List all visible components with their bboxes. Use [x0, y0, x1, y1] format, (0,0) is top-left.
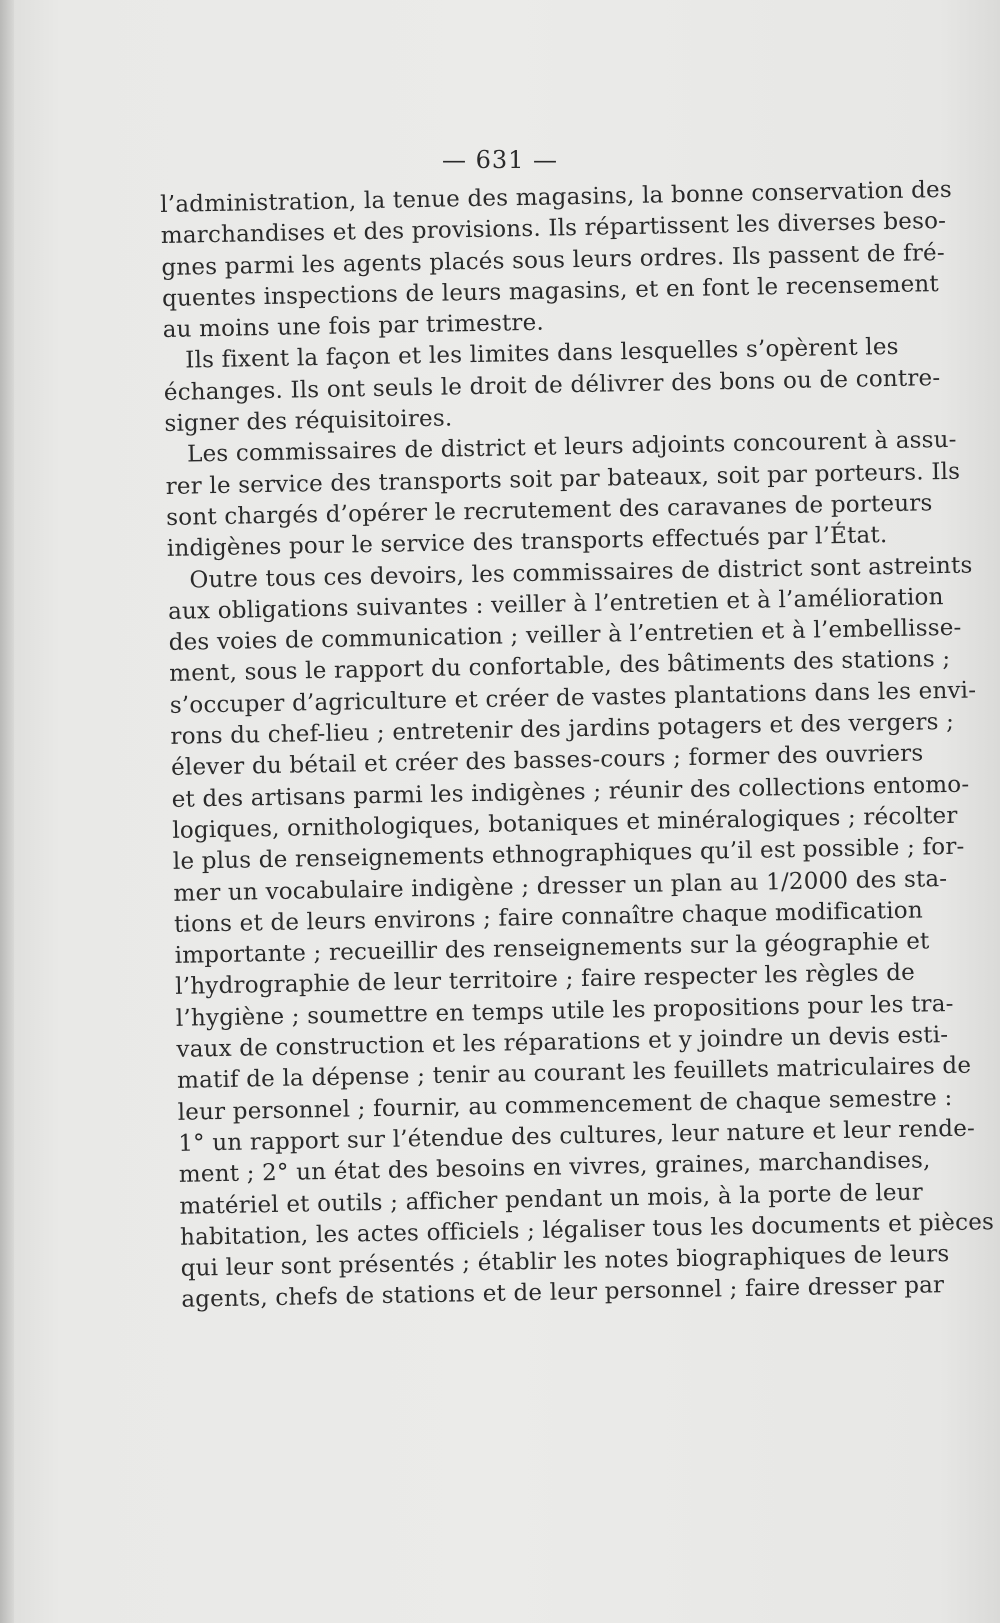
text-line: élever du bétail et créer des basses-cours ; former des ouvriers: [170, 740, 924, 782]
text-line: s’occuper d’agriculture et créer de vastes plantations dans les envi-: [169, 677, 977, 719]
page-gutter-shadow: [0, 0, 14, 1623]
text-line: gnes parmi les agents placés sous leurs ordres. Ils passent de fré-: [161, 239, 946, 281]
body-text: [160, 176, 995, 1316]
text-line: Les commissaires de district et leurs adjoints concourent à assu-: [186, 427, 957, 468]
text-line: matériel et outils ; afficher pendant un mois, à la porte de leur: [179, 1179, 924, 1220]
text-line: matif de la dépense ; tenir au courant les feuillets matriculaires de: [176, 1052, 972, 1095]
text-line: agents, chefs de stations et de leur personnel ; faire dresser par: [181, 1272, 945, 1314]
text-line: quentes inspections de leurs magasins, et en font le recensement: [161, 270, 940, 312]
text-line: aux obligations suivantes : veiller à l’entretien et à l’amélioration: [167, 583, 944, 625]
text-line: le plus de renseignements ethnographiques qu’il est possible ; for-: [172, 833, 965, 876]
text-line: et des artisans parmi les indigènes ; réunir des collections entomo-: [171, 771, 970, 813]
text-line: l’hygiène ; soumettre en temps utile les propositions pour les tra-: [175, 990, 954, 1032]
text-line: Ils fixent la façon et les limites dans lesquelles s’opèrent les: [185, 334, 899, 375]
text-line: habitation, les actes officiels ; légaliser tous les documents et pièces: [179, 1208, 995, 1251]
text-line: vaux de construction et les réparations et y joindre un devis esti-: [176, 1022, 949, 1063]
text-line: leur personnel ; fournir, au commencement de chaque semestre :: [177, 1084, 953, 1126]
text-line: qui leur sont présentés ; établir les notes biographiques de leurs: [180, 1241, 950, 1282]
text-line: sont chargés d’opérer le recrutement des caravanes de porteurs: [166, 490, 933, 531]
text-line: marchandises et des provisions. Ils répartissent les diverses beso-: [160, 208, 947, 250]
text-line: rons du chef-lieu ; entretenir des jardins potagers et des vergers ;: [170, 708, 955, 750]
text-line: l’administration, la tenue des magasins, la bonne conservation des: [160, 176, 953, 218]
text-line: indigènes pour le service des transports effectués par l’État.: [166, 522, 888, 563]
text-line: rer le service des transports soit par bateaux, soit par porteurs. Ils: [165, 458, 961, 500]
text-line: tions et de leurs environs ; faire connaître chaque modification: [173, 897, 924, 938]
text-line: au moins une fois par trimestre.: [162, 309, 545, 344]
text-line: mer un vocabulaire indigène ; dresser un plan au 1/2000 des sta-: [173, 865, 948, 907]
text-line: signer des réquisitoires.: [164, 405, 453, 438]
text-line: logiques, ornithologiques, botaniques et minéralogiques ; récolter: [172, 802, 958, 844]
text-line: ment ; 2° un état des besoins en vivres, graines, marchandises,: [178, 1147, 931, 1189]
text-line: l’hydrographie de leur territoire ; faire respecter les règles de: [175, 960, 916, 1001]
text-line: ment, sous le rapport du confortable, des bâtiments des stations ;: [169, 646, 951, 688]
text-line: échanges. Ils ont seuls le droit de délivrer des bons ou de contre-: [163, 364, 941, 406]
text-line: des voies de communication ; veiller à l’entretien et à l’embellisse-: [168, 614, 962, 657]
text-line: 1° un rapport sur l’étendue des cultures, leur nature et leur rende-: [178, 1115, 976, 1157]
page-number: — 631 —: [441, 146, 559, 174]
text-line: importante ; recueillir des renseignements sur la géographie et: [174, 928, 930, 969]
text-line: Outre tous ces devoirs, les commissaires de district sont astreints: [189, 552, 973, 594]
